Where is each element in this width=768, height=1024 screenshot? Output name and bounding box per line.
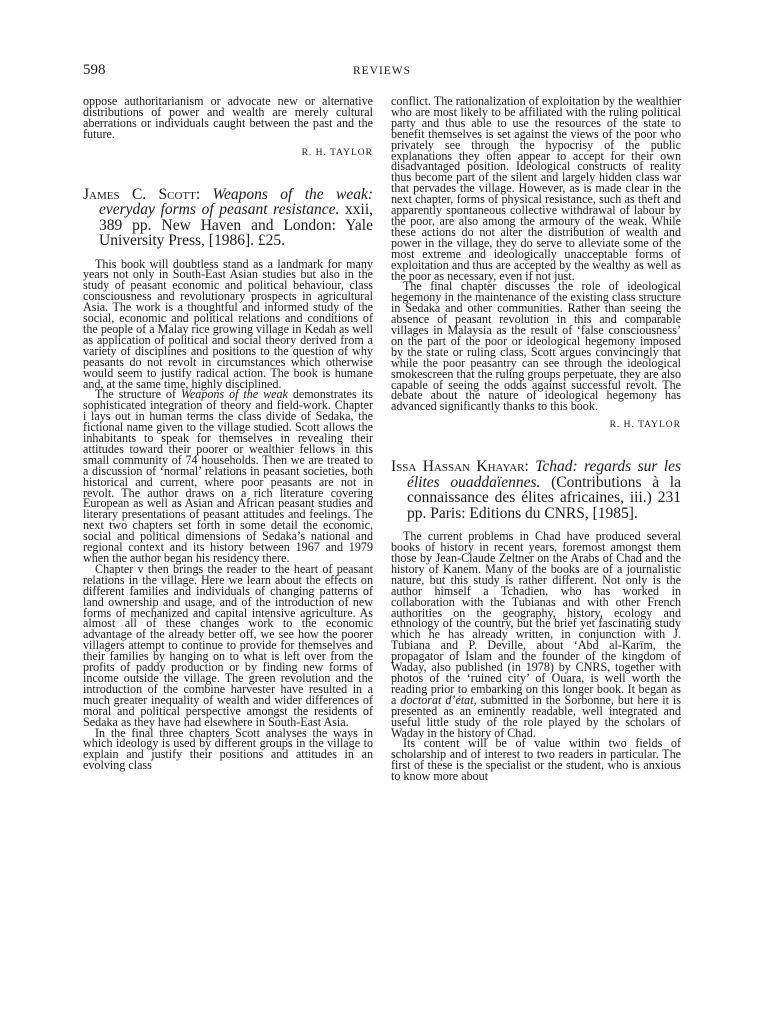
paragraph: The current problems in Chad have produced several books of history in recent years, foremost amongst them those by Jean-Claude Zeltner on the Arabs of Chad and the history of Kanem. Many of the books are of a journalistic nature, but this study is rather different. Not only is the author himself a Tchadien, who has worked in collaboration with the Tubianas and with other French authorities on the geography, history, ecology and ethnology of the country, but the brief yet fascinating study which he has already written, in conjunction with J. Tubiana and P. Deville, about ‘Abd al-Karīm, the propagator of Islam and the founder of the kingdom of Waday, also published (in 1978) by CNRS, together with photos of the ‘ruined city’ of Ouara, is well worth the reading prior to embarking on this longer book. It began as a doctorat d’état, submitted in the Sorbonne, but here it is presented as an eminently readable, well integrated and useful little study of the role played by the scholars of Waday in the history of Chad.	[391, 529, 681, 740]
page-header	[83, 62, 681, 82]
book-author: James C. Scott:	[83, 185, 201, 203]
book-details: xxii, 389 pp. New Haven and London: Yale University Press, [1986]. £25.	[99, 201, 374, 250]
book-details: (Contributions à la connaissance des élites africaines, iii.) 231 pp. Paris: Editions du CNRS, [1985].	[407, 473, 681, 522]
reviewer-signature: R. H. TAYLOR	[609, 420, 681, 431]
running-head: REVIEWS	[352, 65, 412, 77]
right-column	[391, 96, 681, 782]
italic-title: Weapons of the weak	[180, 387, 288, 402]
paragraph: conflict. The rationalization of exploitation by the wealthier who are most likely to be affiliated with the ruling political party and thus able to use the resources of the state to benefit themselves is set against the views of the poor who privately see through the hypocrisy of the public explanations they often appear to accept for their own disadvantaged position. Ideological constructs of reality thus become part of the silent and largely hidden class war that pervades the village. However, as is made clear in the next chapter, forms of physical resistance, such as theft and apparently spontaneous collective withdrawal of labour by the poor, are also among the armoury of the weak. While these actions do not alter the distribution of wealth and power in the village, they do serve to alleviate some of the most extreme and ideologically unacceptable forms of exploitation and thus are accepted by the wealthy as well as the poor as necessary, even if not just.	[391, 94, 681, 283]
book-author: Issa Hassan Khayar:	[391, 458, 529, 476]
paragraph: In the final three chapters Scott analyses the ways in which ideology is used by different groups in the village to explain and justify their positions and attitudes in an evolving class	[83, 725, 373, 773]
paragraph: The final chapter discusses the role of ideological hegemony in the maintenance of the existing class structure in Sedaka and other communities. Rather than seeing the absence of peasant revolution in this and comparable villages in Malaysia as the result of ‘false consciousness’ on the part of the poor or ideological hegemony imposed by the state or ruling class, Scott argues convincingly that while the poor peasantry can see through the ideological smokescreen that the ruling groups perpetuate, they are also capable of seeing the odds against successful revolt. The debate about the nature of ideological hegemony has advanced significantly thanks to this book.	[391, 279, 681, 414]
paragraph: oppose authoritarianism or advocate new or alternative distributions of power and wealth are merely cultural aberrations or individuals caught between the past and the future.	[83, 94, 373, 141]
reviewer-signature: R. H. TAYLOR	[301, 147, 373, 158]
page-number: 598	[83, 62, 106, 78]
paragraph: Its content will be of value within two fields of scholarship and of interest to two readers in particular. The first of these is the specialist or the student, who is anxious to know more about	[391, 736, 681, 784]
review-heading	[391, 459, 681, 521]
paragraph: The structure of Weapons of the weak demonstrates its sophisticated integration of theory and field-work. Chapter i lays out in human terms the class divide of Sedaka, the fictional name given to the village studied. Scott allows the inhabitants to speak for themselves in revealing their attitudes toward their poorer or wealthier fellows in this small community of 74 households. Then we are treated to a discussion of ‘normal’ relations in peasant societies, both historical and current, where poor peasants are not in revolt. The author draws on a rich literature covering European as well as Asian and African peasant studies and literary presentations of peasant attitudes and feelings. The next two chapters set forth in some detail the economic, social and political dimensions of Sedaka’s national and regional context and its history between 1967 and 1979 when the author began his residency there.	[83, 387, 374, 565]
review-heading	[83, 187, 373, 249]
paragraph: Chapter v then brings the reader to the heart of peasant relations in the village. Here we learn about the effects on different families and individuals of changing patterns of land ownership and usage, and of the introduction of new forms of mechanized and capital intensive agriculture. As almost all of these changes work to the economic advantage of the already better off, we see how the poorer villagers attempt to continue to provide for themselves and their families by hanging on to what is left over from the profits of paddy production or by finding new forms of income outside the village. The green revolution and the introduction of the combine harvester have resulted in a much greater inequality of wealth and wider differences of moral and political perspective amongst the residents of Sedaka as they have had elsewhere in South-East Asia.	[83, 561, 373, 729]
paragraph: This book will doubtless stand as a landmark for many years not only in South-East Asian studies but also in the study of peasant economic and political behaviour, class consciousness and revolutionary prospects in agricultural Asia. The work is a thoughtful and informed study of the social, economic and political relations and conditions of the people of a Malay rice growing village in Kedah as well as application of political and social theory derived from a variety of disciplines and positions to the question of why peasants do not revolt in circumstances which otherwise would seem to justify radical action. The book is humane and, at the same time, highly disciplined.	[83, 256, 373, 391]
italic-phrase: doctorat d’état,	[400, 692, 477, 707]
book-title: Weapons of the weak: everyday forms of peasant resistance.	[99, 185, 374, 219]
book-title: Tchad: regards sur les élites ouaddaïennes.	[407, 458, 681, 491]
left-column	[83, 96, 373, 771]
